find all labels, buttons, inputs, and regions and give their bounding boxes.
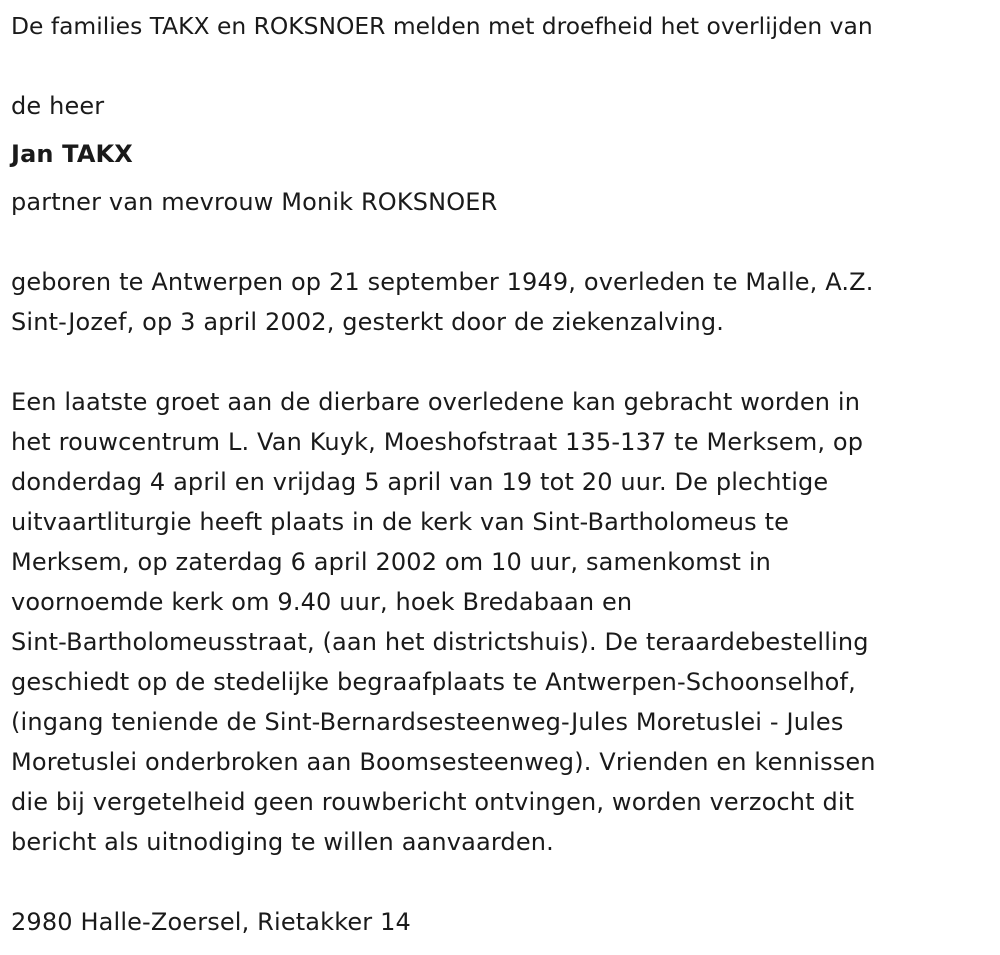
arrangements-line: het rouwcentrum L. Van Kuyk, Moeshofstraat 135-137 te Merksem, op xyxy=(11,428,864,456)
arrangements-line: Een laatste groet aan de dierbare overledene kan gebracht worden in xyxy=(11,388,861,416)
arrangements-line: Sint-Bartholomeusstraat, (aan het districtshuis). De teraardebestelling xyxy=(11,628,869,656)
arrangements-line: Merksem, op zaterdag 6 april 2002 om 10 uur, samenkomst in xyxy=(11,548,772,576)
arrangements-line: voornoemde kerk om 9.40 uur, hoek Bredabaan en xyxy=(11,588,633,616)
deceased-name: Jan TAKX xyxy=(11,140,133,168)
partner-line: partner van mevrouw Monik ROKSNOER xyxy=(11,188,498,216)
arrangements-line: geschiedt op de stedelijke begraafplaats te Antwerpen-Schoonselhof, xyxy=(11,668,856,696)
birth-death-line: geboren te Antwerpen op 21 september 1949, overleden te Malle, A.Z. xyxy=(11,268,874,296)
birth-death-line: Sint-Jozef, op 3 april 2002, gesterkt door de ziekenzalving. xyxy=(11,308,725,336)
family-address: 2980 Halle-Zoersel, Rietakker 14 xyxy=(11,908,411,936)
arrangements-line: donderdag 4 april en vrijdag 5 april van 19 tot 20 uur. De plechtige xyxy=(11,468,829,496)
arrangements-line: (ingang teniende de Sint-Bernardsesteenweg-Jules Moretuslei - Jules xyxy=(11,708,844,736)
arrangements-line: bericht als uitnodiging te willen aanvaarden. xyxy=(11,828,554,856)
arrangements-line: die bij vergetelheid geen rouwbericht ontvingen, worden verzocht dit xyxy=(11,788,855,816)
salutation: de heer xyxy=(11,92,105,120)
announcement-headline: De families TAKX en ROKSNOER melden met droefheid het overlijden van xyxy=(11,12,873,40)
arrangements-line: Moretuslei onderbroken aan Boomsesteenweg). Vrienden en kennissen xyxy=(11,748,876,776)
arrangements-line: uitvaartliturgie heeft plaats in de kerk van Sint-Bartholomeus te xyxy=(11,508,790,536)
